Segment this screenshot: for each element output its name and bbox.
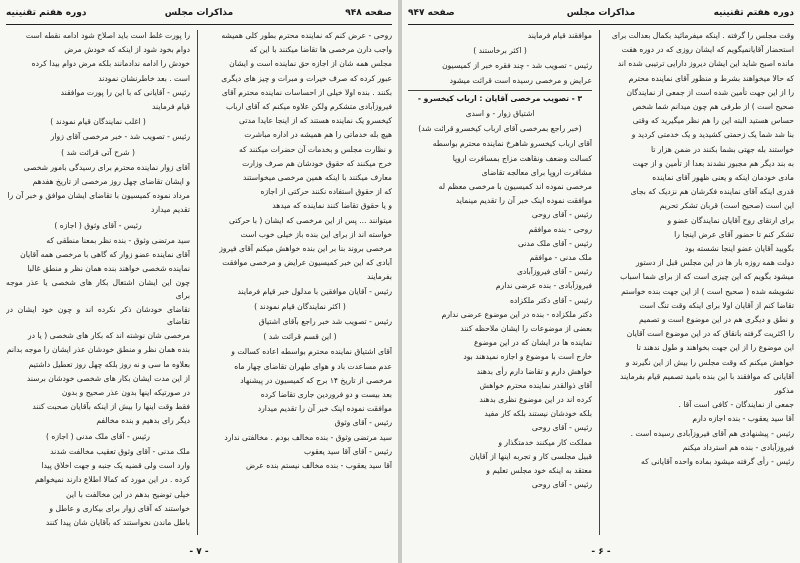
paragraph: ملک مدنی - آقای وثوق تعقیب مخالفت شدند — [50, 446, 190, 456]
paragraph: معارف میکنند با اینکه همین مرخصی میخواستند — [243, 173, 392, 183]
paragraph: بفرمایند — [367, 272, 392, 282]
speaker-line: آقا سید یعقوب - بنده اجازه دارم — [692, 414, 794, 424]
paragraph: خواستند بله جهتی بشما بکنند در ضمن هزار تا — [650, 144, 794, 154]
speaker-line: روحی - بنده موافقم — [528, 224, 592, 234]
paragraph: حساس هستید البته این را هم نظر میگیرید که وقتی — [632, 116, 794, 126]
paragraph: معتقد به اینکه خود مجلس تعلیم و — [486, 466, 592, 476]
paragraph: آبادی که این خبر کمیسیون عرایض و مرخصی موافقت — [222, 258, 392, 268]
paragraph: مرخصی شان نوشته اند که بکار های شخصی ( یا در — [27, 331, 190, 341]
speaker-line: فیروزآبادی - بنده عرضی ندارم — [495, 281, 592, 291]
paragraph: موافقت نموده اینک خبر آن را تقدیم مینماید — [455, 196, 592, 206]
session-label: دوره هفتم تقنینیه — [713, 8, 794, 18]
paragraph: قیام فرمایند — [152, 102, 190, 112]
paragraph: آقایانی که موافقند با این بنده بامید تصمیم قیام بفرمایند — [619, 371, 794, 381]
speaker-line: جمعی از نمایندگان - کافی است آقا . — [678, 400, 794, 410]
paragraph: به بند دیگر هم مجبور نشدند بعدا از تأمین و از جهت — [632, 158, 794, 168]
paragraph: است . بعد خاطرنشان نمودند — [98, 73, 190, 83]
paragraph: آقای نماینده عضو زوار که گاهی با مرخصی همه آقایان — [20, 250, 190, 260]
speaker-line: رئیس - آقای روحی — [531, 210, 592, 220]
paragraph: رئیس - تصویب شد - خبر مرخصی آقای زوار — [50, 132, 190, 142]
speaker-line: آقا سید یعقوب - بنده مخالف نیستم بنده عرض — [245, 461, 392, 471]
column-divider — [197, 30, 198, 535]
text-column-left — [6, 30, 190, 530]
text-column-right — [208, 30, 392, 530]
paragraph: واجب دارن مرخصی ها تقاضا میکنند با این که — [249, 45, 392, 55]
paragraph: وقت مجلس را گرفته . اینکه میفرمائید بکمال بعدالت برای — [611, 31, 794, 40]
paragraph: در صورتیکه اینها بدون عذر صحیح و بدون — [61, 388, 190, 398]
page-label: صفحه ۹۴۷ — [408, 8, 455, 18]
page-number: - ۷ - — [189, 547, 209, 557]
paragraph: دوام بخود شود از اینکه که خودش مرض — [64, 45, 190, 55]
header-title: مذاکرات مجلس — [164, 8, 234, 18]
paragraph: باطل ماندن نخواستند که بآقایان شان پیدا کنند — [45, 517, 190, 527]
paragraph: قبیل مجلسی کار و تجربه اینها از آقایان — [469, 451, 592, 461]
stage-direction: (خبر راجع بمرخصی آقای ارباب کیخسرو قرائت شد) — [418, 124, 582, 134]
stage-direction: ( اکثر برخاستند ) — [473, 46, 527, 56]
paragraph: مملکت کار میکنند خدمتگذار و — [498, 437, 592, 447]
paragraph: فقط وقت اینها را بیش از اینکه بآقایان صحبت کنند — [32, 402, 190, 412]
paragraph: چون این ایشان اشتغال بکار های شخصی یا عذر موجه برای — [6, 278, 190, 300]
paragraph: میشود بگویم که این چیزی است که از برای شما اسباب — [620, 272, 794, 282]
paragraph: رئیس - تصویب شد خبر راجع بآقای اشتیاق — [258, 317, 392, 327]
paragraph: این موضوع را از این جهت بخواهند و طول ندهند تا — [636, 343, 794, 353]
paragraph: موافقند قیام فرمایند — [527, 31, 592, 40]
paragraph: تقاضا کنم از آقایان اولا برای اینکه وقت تنگ است — [639, 300, 794, 310]
speaker-line: سید مرتضی وثوق - بنده مخالف بودم . مخالفتی ندارد — [224, 432, 392, 442]
paragraph: وارد است ولی قضیه یک جنبه و جهت اخلاق پیدا — [41, 461, 190, 471]
paragraph: روحی - عرض کنم که نماینده محترم بطور کلی همیشه — [221, 31, 392, 40]
paragraph: آقای ارباب کیخسرو شاهرخ نماینده محترم بواسطه — [432, 139, 592, 149]
paragraph: نماینده شخصی خواهند بنده همان نظر و منطق غالبا — [27, 264, 190, 274]
paragraph: عرایض و مرخصی رسیده است قرائت میشود — [449, 75, 592, 85]
paragraph: رئیس - آقایانی که با این را پورت موافقند — [60, 87, 190, 97]
paragraph: خواسته اند از برای این بنده باز خیلی خوب است — [240, 229, 392, 239]
text-column-left — [408, 30, 592, 530]
speaker-line: رئیس - آقای روحی — [531, 480, 592, 490]
paragraph: مذکور — [774, 386, 794, 396]
paragraph: قدری اینکه آقای نماینده فکرشان هم نزدیک که بجای — [630, 187, 794, 197]
paragraph: رئیس - آقایان موافقین با مدلول خبر قیام فرمایند — [237, 286, 392, 296]
paragraph: را پورت غلط است باید اصلاح شود ادامه نقطه است — [25, 31, 190, 40]
paragraph: عدم مساعدت باد و هوای طهران تقاضای چهار ماه — [234, 361, 392, 371]
paragraph: مشافرت اروپا برای معالجه تقاضای — [481, 167, 592, 177]
speaker-line: رئیس - آقای ملک مدنی — [517, 238, 592, 248]
paragraph: خواستند که آقای زوار برای بیکاری و عاطل و — [49, 503, 190, 513]
paragraph: بنده همان نظر و منطق خودشان عذر ایشان را موجه بدانم — [6, 345, 190, 355]
paragraph: خودش را ادامه ندادمانند بلکه مرض دوام بیدا کرده — [31, 59, 190, 69]
paragraph: برای ارتقای روح آقایان نمایندگان عضو و — [667, 215, 794, 225]
paragraph: هیچ بله خدماتی را هم همیشه در اداره مباشرت — [244, 130, 392, 140]
paragraph: خیلی توضیح بدهم در این مخالفت با این — [66, 489, 190, 499]
speaker-line: فیروزآبادی - بنده هم استرداد میکنم — [682, 442, 794, 452]
paragraph: دیگر رای بدهیم و بنده مخالفم — [96, 416, 190, 426]
paragraph: کرده اند در این موضوع نظری بدهند — [479, 395, 592, 405]
paragraph: را اکثریت گرفته بانقاق که در این موضوع است آقایان — [626, 329, 794, 339]
section-heading: ۳ - تصویب مرخصی آقایان : ارباب کیخسرو - — [408, 90, 592, 105]
paragraph: نشویشه شده ( صحیح است ) از این جهت بنده خواستم — [621, 286, 794, 296]
paragraph: کیخسرو یک نماینده هستند که از اینجا عایدا مدتی — [239, 116, 392, 126]
paragraph: و نظارت مجلس و بخدمات آن حضرات میکنند که — [238, 144, 392, 154]
paragraph: خارج است با موضوع و اجازه نمیدهند بود — [463, 352, 592, 362]
speaker-line: رئیس - آقای وثوق — [334, 418, 392, 428]
paragraph: عبور کرده که صرف خیرات و مبرات و چیز های دیگری — [221, 73, 392, 83]
speaker-line: رئیس - آقای ملک مدنی ( اجازه ) — [46, 431, 150, 441]
paragraph: کرده . در این مورد که کمالا اطلاع دارند نمیخواهم — [35, 475, 190, 485]
paragraph: بکنند . بنده اولا خیلی از احساسات نماینده محترم آقای — [221, 87, 392, 97]
paragraph: که از حقوق استفاده نکنند حرکتی از اجازه — [260, 187, 392, 197]
paragraph: بعضی از موضوعات را ایشان ملاحظه کنند — [460, 324, 592, 334]
paragraph: بگویید آقایان عضو اینجا نشسته بود — [685, 244, 794, 254]
header-title: مذاکرات مجلس — [566, 8, 636, 18]
speaker-line: رئیس - رأی گرفته میشود بماده واحده آقایانی که — [641, 457, 794, 467]
paragraph: کسالت وضعف ونقاهت مزاج بمسافرت اروپا — [452, 153, 592, 163]
paragraph: اشتیاق زوار - و اسدی — [465, 109, 535, 119]
paragraph: این است (صحیح است) قربان تشکر تحریم — [659, 201, 794, 211]
text-column-right — [610, 30, 794, 530]
left-page — [0, 0, 398, 563]
paragraph: بعد بیست و دو فروردین جاری تقاضا کرده — [260, 390, 392, 400]
paragraph: خواهش میکنم که وقت مجلس را بیش از این نگیرند و — [625, 357, 794, 367]
paragraph: بنا شد شما یک زحمتی کشیدید و یک خدمتی کردید و — [631, 130, 794, 140]
right-page — [402, 0, 800, 563]
paragraph: از این مدت ایشان بکار های شخصی خودشان برسند — [26, 373, 190, 383]
stage-direction: ( اکثر نمایندگان قیام نمودند ) — [254, 301, 346, 311]
page-header — [6, 8, 392, 22]
paragraph: موافقت نموده اینک خبر آن را تقدیم میدارد — [257, 404, 392, 414]
paragraph: مادی خودمان اینکه و یعنی ظهور آقای نماینده — [652, 173, 794, 183]
paragraph: دکتر ملکزاده - بنده در این موضوع عرضی ندارم — [441, 309, 592, 319]
paragraph: تقاضای خودشان ذکر نکرده اند و چون خود ایشان در تقاضای — [6, 304, 190, 327]
paragraph: مرخصی نموده اند کمیسیون با مرخصی معظم له — [438, 182, 592, 192]
paragraph: خواهش دارم و تقاضا دارم رأی بدهند — [476, 366, 592, 376]
column-divider — [599, 30, 600, 535]
paragraph: صحیح است ) از طرفی هم چون میدانم شما شخص — [632, 102, 794, 112]
page-label: صفحه ۹۴۸ — [345, 8, 392, 18]
speaker-line: رئیس - آقای وثوق ( اجازه ) — [54, 220, 142, 230]
paragraph: را از این جهت تأمین شده است از جمعی از نمایندگان — [626, 87, 794, 97]
speaker-line: رئیس - پیشنهادی هم آقای فیروزآبادی رسیده است . — [630, 428, 794, 438]
paragraph: استحضار آقایانمیگویم که ایشان روزی که در دوره هفت — [621, 45, 794, 55]
speaker-line: رئیس - آقای فیروزآبادی — [516, 267, 592, 277]
paragraph: آقای زوار نماینده محترم برای رسیدگی بامور شخصی — [23, 162, 190, 172]
speaker-line: ملک مدنی - موافقم — [529, 253, 592, 263]
paragraph: مانده اصبح شاید این ایشان دیروز دارایی ترتیبی شده اند — [617, 59, 794, 69]
speaker-line: رئیس - آقای آقا سید یعقوب — [304, 446, 392, 456]
page-header — [408, 8, 794, 22]
stage-direction: ( این قسم قرائت شد ) — [263, 332, 337, 342]
speaker-line: رئیس - آقای دکتر ملکزاده — [509, 295, 592, 305]
header-rule — [6, 24, 392, 25]
paragraph: تقدیم میدارد — [150, 205, 190, 215]
paragraph: بلکه خودشان نیستند بلکه کار مفید — [484, 409, 592, 419]
stage-direction: ( اغلب نمایندگان قیام نمودند ) — [50, 117, 146, 127]
paragraph: و ایشان تقاضای چهل روز مرخصی از تاریخ هفدهم — [32, 177, 190, 187]
paragraph: و یا حقوق تقاضا کنند نماینده که میدهد — [272, 201, 392, 211]
paragraph: مجلس همه شان از اجازه حق نماینده است و ایشان — [229, 59, 392, 69]
paragraph: آقای ذوالقدر نماینده محترم خواهش — [479, 380, 592, 390]
paragraph: و نطق و دیگری هم در این موضوع است و تصمیم — [638, 315, 794, 325]
paragraph: که حالا میخواهند بشرط و منظور آقای نماینده محترم — [628, 73, 794, 83]
paragraph: خرج میکنند که حقوق خودشان هم صرف وزارت — [242, 158, 392, 168]
header-rule — [408, 24, 794, 25]
paragraph: دولت همه روزه بار ها در این مجلس قبل از دستور — [635, 258, 794, 268]
stage-direction: ( شرح آتی قرائت شد ) — [61, 147, 135, 157]
paragraph: بعلاوه ما سی و نه روز بلکه چهل روز تعطیل داشتیم — [28, 359, 190, 369]
paragraph: فیروزآبادی متشکرم ولکن علاوه میکنم که آقای ارباب — [225, 102, 392, 112]
session-label: دوره هفتم تقنینیه — [6, 8, 87, 18]
paragraph: سید مرتضی وثوق - بنده نظر بمعنا منطقی که — [46, 235, 190, 245]
paragraph: مرخصی بروند بنا بر این بنده خواهش میکنم آقای فیروز — [219, 244, 392, 254]
speaker-line: رئیس - آقای روحی — [531, 423, 592, 433]
page-number: - ۶ - — [591, 547, 611, 557]
paragraph: نماینده ها در ایشان که در این موضوع — [474, 338, 592, 348]
paragraph: مرداد نموده کمیسیون با تقاضای ایشان موافق و خبر آن را — [7, 191, 190, 201]
paragraph: تشکر کنم تا حضور آقای عرض اینجا را — [674, 229, 794, 239]
paragraph: میتوانند ... پس از این مرخصی که ایشان ( با حرکتی — [229, 215, 392, 225]
paragraph: رئیس - تصویب شد - چند فقره خبر از کمیسیون — [442, 61, 592, 71]
paragraph: مرخصی از تاریخ ۱۴ برج که کمیسیون در پیشنهاد — [240, 375, 392, 385]
paragraph: آقای اشتیاق نماینده محترم بواسطه اعاده کسالت و — [231, 347, 392, 357]
